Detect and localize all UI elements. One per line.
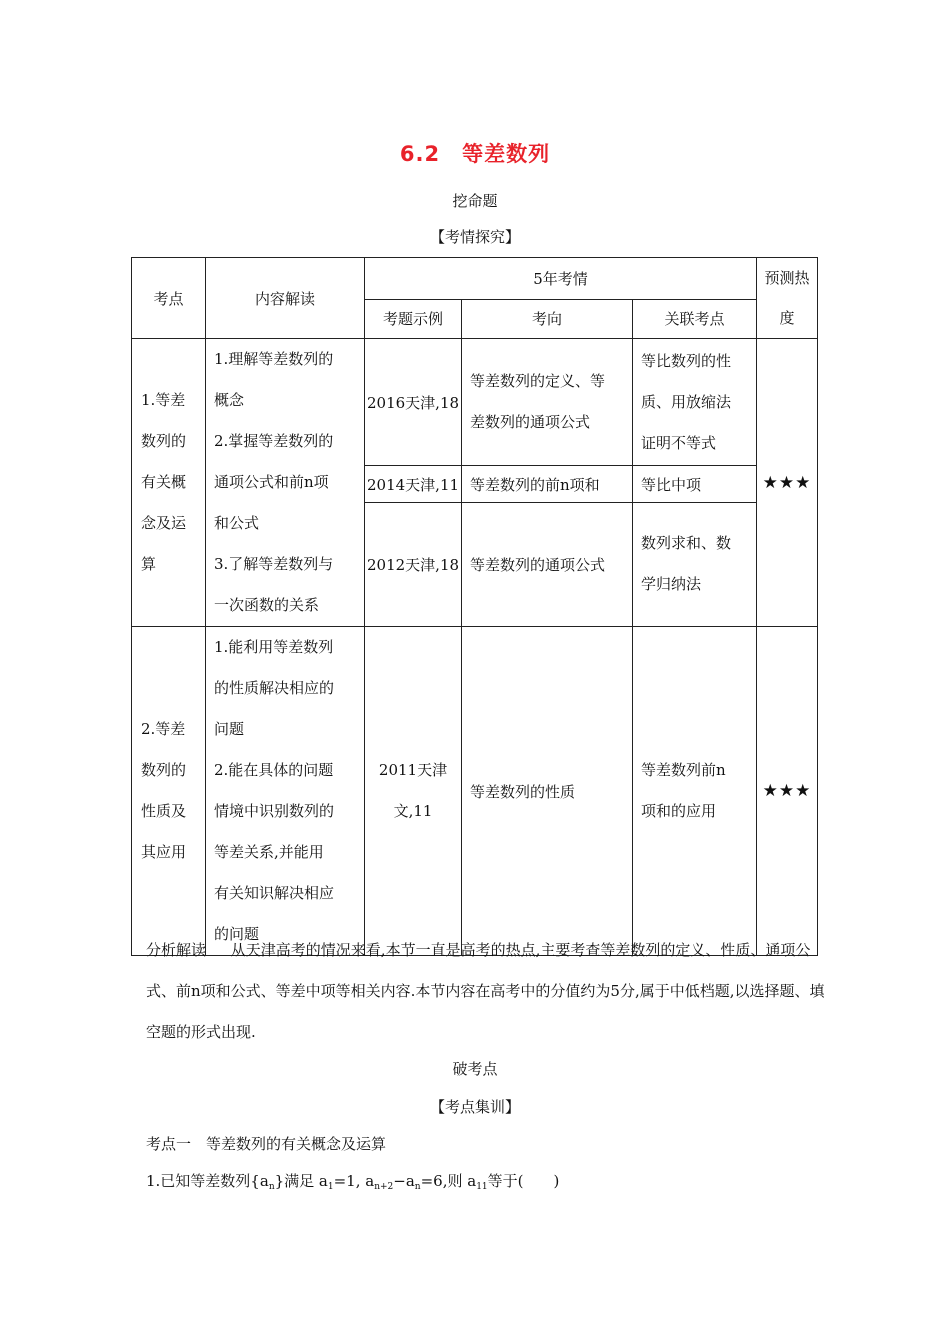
example-line: 文,11 bbox=[393, 802, 433, 820]
group1-row3-example bbox=[365, 502, 462, 626]
header-forecast bbox=[757, 258, 818, 339]
topic-heading: 考点一 等差数列的有关概念及运算 bbox=[146, 1135, 387, 1153]
analysis-paragraph bbox=[146, 930, 826, 1053]
section-subheading-jixun: 【考点集训】 bbox=[429, 1098, 520, 1116]
q1-sub: 11 bbox=[476, 1182, 488, 1192]
group2-content-line: 情境中识别数列的 bbox=[214, 802, 335, 820]
header-five-years: 5年考情 bbox=[365, 258, 757, 300]
group1-content-line: 1.理解等差数列的 bbox=[214, 350, 334, 368]
group1-content bbox=[206, 339, 365, 627]
group2-point bbox=[132, 627, 206, 956]
related-line: 学归纳法 bbox=[641, 575, 702, 594]
group1-content-line: 一次函数的关系 bbox=[214, 596, 320, 614]
group2-content-line: 的性质解决相应的 bbox=[214, 679, 335, 697]
header-direction: 考向 bbox=[462, 299, 633, 338]
group1-row3-direction bbox=[462, 502, 633, 626]
exam-analysis-table bbox=[131, 257, 818, 956]
group2-content bbox=[206, 627, 365, 956]
group2-forecast-stars: ★★★ bbox=[757, 627, 818, 956]
group2-content-line: 等差关系,并能用 bbox=[214, 843, 324, 861]
header-content: 内容解读 bbox=[206, 258, 365, 339]
analysis-text: 从天津高考的情况来看,本节一直是高考的热点,主要考查等差数列的定义、性质、通项公式、前n项和公式、等差中项等相关内容.本节内容在高考中的分值约为5分,属于中低档题,以选择题、填空题的形式出现. bbox=[146, 941, 825, 1041]
related-line: 项和的应用 bbox=[641, 802, 717, 820]
group1-point-line: 有关概 bbox=[141, 473, 187, 491]
group1-content-line: 3.了解等差数列与 bbox=[214, 555, 334, 573]
analysis-label: 分析解读 bbox=[146, 941, 207, 959]
q1-sub: 1 bbox=[327, 1182, 334, 1192]
group1-point bbox=[132, 339, 206, 627]
q1-text: 等于( ) bbox=[487, 1172, 560, 1190]
header-related: 关联考点 bbox=[633, 299, 757, 338]
q1-text: 1.已知等差数列{a bbox=[146, 1172, 269, 1190]
direction-line: 等差数列的前n项和 bbox=[470, 475, 600, 494]
direction-line: 等差数列的性质 bbox=[470, 782, 576, 801]
group2-example bbox=[365, 627, 462, 956]
related-line: 等比中项 bbox=[641, 475, 702, 494]
direction-line: 差数列的通项公式 bbox=[470, 413, 591, 432]
group1-content-line: 2.掌握等差数列的 bbox=[214, 432, 334, 450]
section-heading-wamingti: 挖命题 bbox=[452, 192, 498, 210]
direction-line: 等差数列的通项公式 bbox=[470, 555, 606, 574]
group1-content-line: 概念 bbox=[214, 391, 245, 409]
group1-point-line: 1.等差 bbox=[141, 391, 186, 409]
section-subheading-kaoqing: 【考情探究】 bbox=[429, 228, 520, 246]
group1-row1-example bbox=[365, 339, 462, 466]
group1-forecast-stars: ★★★ bbox=[757, 339, 818, 627]
group1-content-line: 通项公式和前n项 bbox=[214, 473, 329, 491]
group2-point-line: 2.等差 bbox=[141, 720, 186, 738]
example-text: 2014天津,11 bbox=[367, 475, 460, 494]
header-point: 考点 bbox=[132, 258, 206, 339]
q1-text: }满足 a bbox=[274, 1172, 328, 1190]
group2-related bbox=[633, 627, 757, 956]
group2-content-line: 1.能利用等差数列 bbox=[214, 638, 334, 656]
q1-text: −a bbox=[393, 1172, 415, 1190]
group2-content-line: 2.能在具体的问题 bbox=[214, 761, 334, 779]
example-text: 2016天津,18 bbox=[367, 393, 460, 412]
q1-sub: n bbox=[414, 1182, 421, 1192]
header-forecast-line1: 预测热 bbox=[764, 269, 810, 287]
example-line: 2011天津 bbox=[378, 761, 448, 779]
group2-direction bbox=[462, 627, 633, 956]
group2-content-line: 有关知识解决相应 bbox=[214, 884, 335, 902]
group1-point-line: 算 bbox=[141, 555, 157, 573]
example-text: 2012天津,18 bbox=[367, 555, 460, 574]
group1-point-line: 数列的 bbox=[141, 432, 187, 450]
related-line: 证明不等式 bbox=[641, 433, 717, 452]
header-example: 考题示例 bbox=[365, 299, 462, 338]
section-heading-pokaodian: 破考点 bbox=[452, 1060, 498, 1078]
related-line: 等比数列的性 bbox=[641, 351, 732, 370]
group1-content-line: 和公式 bbox=[214, 514, 260, 532]
group1-row1-related bbox=[633, 339, 757, 466]
group2-content-line: 的问题 bbox=[214, 925, 260, 943]
related-line: 等差数列前n bbox=[641, 761, 726, 779]
group2-point-line: 数列的 bbox=[141, 761, 187, 779]
q1-sub: n+2 bbox=[374, 1182, 394, 1192]
related-line: 数列求和、数 bbox=[641, 534, 732, 553]
group1-row2-related bbox=[633, 466, 757, 503]
group1-row3-related bbox=[633, 502, 757, 626]
header-forecast-line2: 度 bbox=[779, 309, 795, 327]
q1-text: =6,则 a bbox=[420, 1172, 477, 1190]
group1-row2-direction bbox=[462, 466, 633, 503]
related-line: 质、用放缩法 bbox=[641, 392, 732, 411]
group2-point-line: 其应用 bbox=[141, 843, 187, 861]
group1-point-line: 念及运 bbox=[141, 514, 187, 532]
group1-row2-example bbox=[365, 466, 462, 503]
page-title: 6.2 等差数列 bbox=[399, 142, 551, 166]
q1-sub: n bbox=[268, 1182, 275, 1192]
group2-content-line: 问题 bbox=[214, 720, 245, 738]
question-1 bbox=[146, 1170, 559, 1192]
group2-point-line: 性质及 bbox=[141, 802, 187, 820]
group1-row1-direction bbox=[462, 339, 633, 466]
q1-text: =1, a bbox=[333, 1172, 375, 1190]
direction-line: 等差数列的定义、等 bbox=[470, 372, 606, 391]
